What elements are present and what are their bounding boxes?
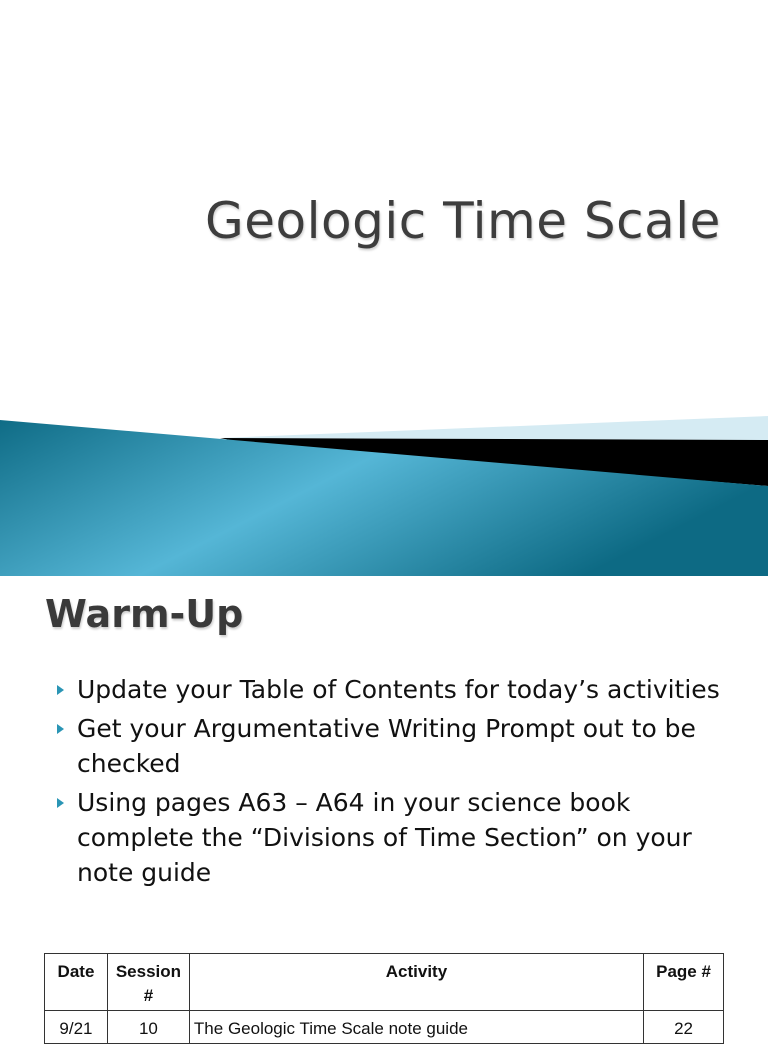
slide-heading: Warm-Up <box>45 592 244 636</box>
cell-session: 10 <box>107 1011 189 1044</box>
warm-up-slide <box>0 576 768 1038</box>
table-row <box>45 1011 724 1044</box>
table-of-contents <box>44 953 724 1044</box>
triangle-bullet-icon <box>57 724 64 734</box>
cell-activity: The Geologic Time Scale note guide <box>189 1011 643 1044</box>
bullet-item <box>55 711 745 781</box>
bullet-list <box>55 672 745 894</box>
cell-date: 9/21 <box>45 1011 108 1044</box>
triangle-bullet-icon <box>57 685 64 695</box>
slide-title: Geologic Time Scale <box>205 192 721 250</box>
bullet-item <box>55 785 745 890</box>
header-page: Page # <box>644 954 724 1011</box>
banner-pale-stripe <box>220 416 768 440</box>
table-header-row <box>45 954 724 1011</box>
bullet-text: Get your Argumentative Writing Prompt out to be checked <box>77 714 696 778</box>
cell-page: 22 <box>644 1011 724 1044</box>
bullet-item <box>55 672 745 707</box>
bullet-text: Using pages A63 – A64 in your science book complete the “Divisions of Time Section” on your note guide <box>77 788 692 887</box>
header-activity: Activity <box>189 954 643 1011</box>
bullet-text: Update your Table of Contents for today’s activities <box>77 675 720 704</box>
triangle-bullet-icon <box>57 798 64 808</box>
header-session: Session # <box>107 954 189 1011</box>
header-date: Date <box>45 954 108 1011</box>
decorative-banner <box>0 410 768 576</box>
